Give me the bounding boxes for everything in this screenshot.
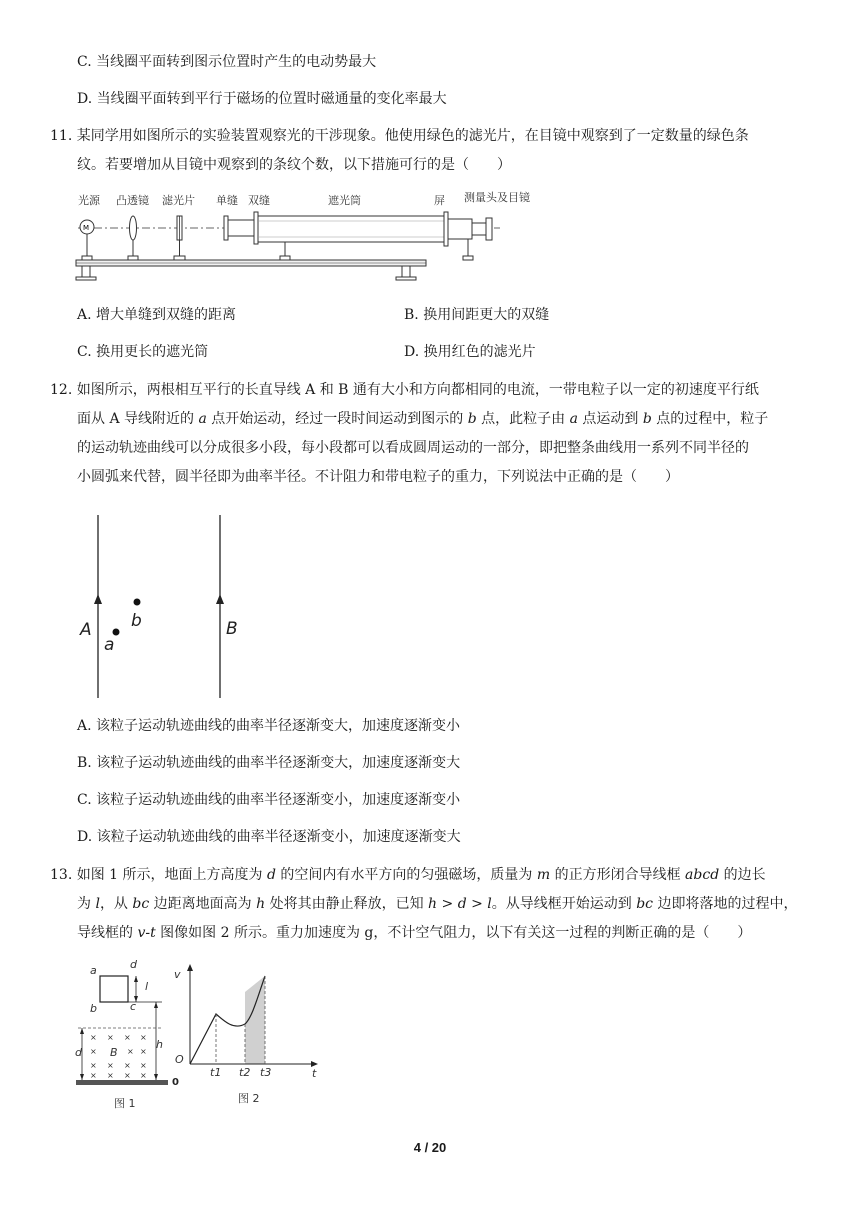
label-wire-a: A (80, 620, 92, 640)
label-corner-a: a (90, 964, 97, 977)
figure-1-caption: 图 1 (114, 1097, 136, 1110)
q13-figure-2-vt-graph (170, 956, 325, 1111)
field-x-marks (90, 1033, 147, 1080)
q12-option-a: A. 该粒子运动轨迹曲线的曲率半径逐渐变大，加速度逐渐变小 (77, 718, 461, 734)
svg-text:×: × (124, 1033, 131, 1042)
point-b (134, 599, 141, 606)
square-frame (100, 976, 128, 1002)
label-t1: t1 (210, 1066, 222, 1079)
q13-stem-line-3: 导线框的 v-t 图像如图 2 所示。重力加速度为 g，不计空气阻力，以下有关这一过程的判断正确的是（ ） (77, 925, 752, 941)
wire-a-current-arrow (94, 594, 102, 604)
lens (130, 216, 137, 240)
label-light-source: 光源 (78, 194, 100, 207)
q12-stem-line-3: 的运动轨迹曲线可以分成很多小段，每小段都可以看成圆周运动的一部分，即把整条曲线用一系列不同半径的 (77, 440, 749, 456)
label-point-b: b (131, 611, 142, 631)
label-corner-d: d (130, 958, 137, 971)
figure-2-caption: 图 2 (238, 1092, 260, 1105)
label-single-slit: 单缝 (216, 194, 238, 207)
label-double-slit: 双缝 (248, 194, 270, 207)
label-convex-lens: 凸透镜 (116, 194, 149, 207)
svg-text:×: × (90, 1047, 97, 1056)
label-point-a: a (104, 635, 115, 655)
svg-text:×: × (140, 1071, 147, 1080)
q11-option-b: B. 换用间距更大的双缝 (404, 307, 550, 323)
eyepiece (486, 218, 492, 240)
label-t: t (312, 1067, 317, 1080)
svg-text:×: × (90, 1033, 97, 1042)
label-wire-b: B (226, 619, 238, 639)
q11-stem-line-1: 11. 某同学用如图所示的实验装置观察光的干涉现象。他使用绿色的滤光片，在目镜中观察到了一定数量的绿色条 (50, 128, 749, 144)
svg-text:×: × (124, 1061, 131, 1070)
label-height-h: h (156, 1038, 163, 1051)
svg-text:×: × (140, 1033, 147, 1042)
label-light-tube: 遮光筒 (328, 194, 361, 207)
q11-option-d: D. 换用红色的滤光片 (404, 344, 536, 360)
wire-b-current-arrow (216, 594, 224, 604)
svg-text:×: × (140, 1047, 147, 1056)
q12-stem-line-2: 面从 A 导线附近的 a 点开始运动，经过一段时间运动到图示的 b 点，此粒子由 a 点运动到 b 点的过程中，粒子 (77, 411, 769, 427)
svg-text:M: M (83, 224, 90, 232)
q13-stem-line-1: 13. 如图 1 所示，地面上方高度为 d 的空间内有水平方向的匀强磁场，质量为 m 的正方形闭合导线框 abcd 的边长 (50, 867, 766, 883)
q11-stem-line-2: 纹。若要增加从目镜中观察到的条纹个数，以下措施可行的是（ ） (77, 157, 511, 173)
page-number: 4 / 20 (413, 1140, 447, 1155)
label-corner-c: c (130, 1000, 137, 1013)
q12-option-c: C. 该粒子运动轨迹曲线的曲率半径逐渐变小，加速度逐渐变小 (77, 792, 461, 808)
q11-option-c: C. 换用更长的遮光筒 (77, 344, 209, 360)
label-t2: t2 (239, 1066, 251, 1079)
svg-text:×: × (124, 1071, 131, 1080)
label-t3: t3 (260, 1066, 272, 1079)
label-side-l: l (145, 980, 149, 993)
label-origin: O (175, 1053, 184, 1066)
ground (76, 1080, 168, 1085)
single-slit (224, 216, 228, 240)
q12-stem-line-1: 12. 如图所示，两根相互平行的长直导线 A 和 B 通有大小和方向都相同的电流，一带电粒子以一定的初速度平行纸 (50, 382, 759, 398)
svg-text:×: × (90, 1061, 97, 1070)
label-field-B: B (110, 1046, 118, 1059)
label-ground-zero: 0 (172, 1077, 179, 1088)
label-v: v (174, 968, 181, 981)
svg-text:×: × (127, 1047, 134, 1056)
label-screen: 屏 (434, 194, 445, 207)
q12-stem-line-4: 小圆弧来代替，圆半径即为曲率半径。不计阻力和带电粒子的重力，下列说法中正确的是（ ） (77, 469, 679, 485)
q12-parallel-wires-figure (70, 510, 270, 705)
label-eyepiece: 测量头及目镜 (464, 191, 530, 204)
q12-option-d: D. 该粒子运动轨迹曲线的曲率半径逐渐变小，加速度逐渐变大 (77, 829, 461, 845)
double-slit (254, 212, 258, 244)
svg-text:×: × (140, 1061, 147, 1070)
label-filter: 滤光片 (162, 194, 195, 207)
svg-text:×: × (107, 1071, 114, 1080)
screen (444, 212, 448, 246)
q13-stem-line-2: 为 l，从 bc 边距离地面高为 h 处将其由静止释放，已知 h > d > l。从导线框开始运动到 bc 边即将落地的过程中， (77, 896, 798, 912)
q11-option-a: A. 增大单缝到双缝的距离 (77, 307, 237, 323)
q10-option-c: C. 当线圈平面转到图示位置时产生的电动势最大 (77, 54, 377, 70)
svg-text:×: × (107, 1061, 114, 1070)
q10-option-d: D. 当线圈平面转到平行于磁场的位置时磁通量的变化率最大 (77, 91, 447, 107)
light-tube (258, 216, 446, 242)
q11-interference-apparatus-figure (70, 186, 550, 286)
svg-text:×: × (90, 1071, 97, 1080)
q12-option-b: B. 该粒子运动轨迹曲线的曲率半径逐渐变大，加速度逐渐变大 (77, 755, 461, 771)
svg-text:×: × (107, 1033, 114, 1042)
label-corner-b: b (90, 1002, 97, 1015)
label-field-height-d: d (75, 1046, 82, 1059)
measuring-head (448, 219, 472, 239)
